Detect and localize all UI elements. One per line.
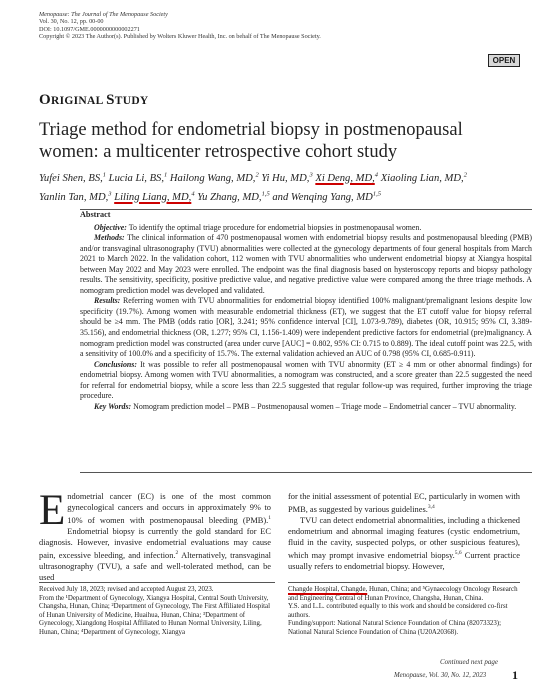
article-title: Triage method for endometrial biopsy in postmenopausal women: a multicenter retrospective cohort study [39, 120, 463, 162]
co-first-author-note: Y.S. and L.L. contributed equally to this work and should be considered co-first authors. [288, 603, 508, 619]
article-type: ORIGINAL STUDY [39, 92, 149, 108]
body-column-left [39, 487, 271, 583]
page-number: 1 [512, 668, 518, 682]
author: and Wenqing Yang, MD$^{1,5}$ [272, 190, 381, 203]
drop-cap: E [39, 487, 66, 534]
author-highlighted: Xi Deng, MD,$^4$ [315, 171, 379, 184]
body-column-right [288, 491, 520, 572]
continued-note: Continued next page [440, 658, 498, 666]
affiliations: From the ¹Department of Gynecology, Xiangya Hospital, Central South University, Changsha, Hunan, China; ²Department of Gynecology, The First Affiliated Hospital of Hunan University of Medicine, Huaihua, Hunan, China; ³Department of Gynecology, Xiangdong Hospital Affiliated to Hunan Normal University, Liling, Hunan, China; ⁴Department of Gynecology, Xiangya [39, 594, 271, 636]
footnote-rule-right [288, 582, 520, 583]
author: Yufei Shen, BS,$^1$ [39, 171, 107, 184]
volume-info: Vol. 30, No. 12, pp. 00-00 [39, 18, 104, 26]
open-access-badge: OPEN [488, 54, 520, 67]
footnotes-left [39, 586, 275, 638]
copyright: Copyright © 2023 The Author(s). Published by Wolters Kluwer Health, Inc. on behalf of The Menopause Society. [39, 33, 321, 41]
author: Xiaoling Lian, MD,$^2$ [380, 171, 467, 184]
abstract-bottom-rule [80, 472, 532, 473]
abstract-results: Results: Referring women with TVU abnormalities for endometrial biopsy identified 100% malignant/premalignant lesions despite low specificity (19.7%). Among women with measurable endometrial thickness (ET), we suggest that the ET cutoff value for biopsy referral should be ≥4 mm. The PMB (odds ratio [OR], 3.241; 95% confidence interval [CI], 1.073-9.789), diabetes (OR, 10.915; 95% CI, 3.389-35.156), and endometrial thickness (OR, 1.277; 95% CI, 1.156-1.409) were independent predictive factors for endometrial (pre)malignancy. A nomogram prediction model was constructed (area under curve [AUC] = 0.802, 95% CI: 0.715 to 0.889). The ideal cutoff point was 22.5, with a sensitivity of 100.0% and a specificity of 15.7%. The external validation achieved an AUC of 0.798 (95% CI, 0.685-0.911). [80, 296, 532, 359]
author: Lucia Li, BS,$^1$ [108, 171, 168, 184]
abstract-objective: Objective: To identify the optimal triage procedure for endometrial biopsies in postmenopausal women. [94, 222, 422, 232]
funding: Funding/support: National Natural Science Foundation of China (82073323); National Natural Science Foundation of China (U20A20368). [288, 620, 502, 636]
abstract [80, 210, 532, 412]
journal-name: Menopause: The Journal of The Menopause Society [39, 11, 168, 18]
affiliations-continued: Changde Hospital, Changde, Hunan, China; and ⁵Gynaecology Oncology Research and Engineering Central of Hunan Province, Changsha, Hunan, China. [288, 586, 518, 602]
author-list [39, 167, 519, 205]
abstract-conclusions: Conclusions: It was possible to refer all postmenopausal women with TVU abnormity (ET ≥ 4 mm or other abnormal findings) for endometrial biopsy. Among women with TVU abnormalities, a nomogram was constructed, and a score greater than 22.5 suggested the need for referral for endometrial biopsy, while a score less than 22.5 suggested that regular follow-up was required, further improving the triage procedure. [80, 359, 532, 401]
intro-paragraph: Endometrial cancer (EC) is one of the most common gynecological cancers and occurs in approximately 9% to 10% of women with postmenopausal bleeding (PMB).$^1$ Endometrial biopsy is currently the gold standard for EC diagnosis. However, invasive endometrial evaluations may cause pain, excessive bleeding, and infection.$^2$ Alternatively, transvaginal ultrasonography (TVU), a safe and well-tolerated method, can be used [39, 487, 271, 582]
received-date: Received July 18, 2023; revised and accepted August 23, 2023. [39, 586, 214, 593]
abstract-heading: Abstract [80, 210, 111, 219]
author-highlighted: Liling Liang, MD,$^4$ [114, 190, 195, 203]
author: Yu Zhang, MD,$^{1,5}$ [197, 190, 270, 203]
journal-header [39, 11, 321, 41]
author: Yi Hu, MD,$^3$ [261, 171, 313, 184]
author: Yanlin Tan, MD,$^3$ [39, 190, 112, 203]
doi: DOI: 10.1097/GME.0000000000002271 [39, 25, 140, 33]
page-footer: Menopause, Vol. 30, No. 12, 2023 [394, 672, 487, 679]
abstract-keywords: Key Words: Nomogram prediction model – PMB – Postmenopausal women – Triage mode – Endometrial cancer – TVU abnormality. [94, 401, 517, 411]
footnote-rule-left [39, 582, 275, 583]
footnotes-right [288, 586, 520, 638]
body-paragraph: for the initial assessment of potential EC, particularly in women with PMB, as suggested by various guidelines.$^{3,4}$ [288, 492, 520, 514]
body-paragraph: TVU can detect endometrial abnormalities, including a thickened endometrium and abnormal imaging features (cystic endometrium, fluid in the cavity, suspected polyps, or other suspicious features), which may prompt invasive endometrial biopsy.$^{5,6}$ Current practice usually refers to endometrial biopsy. However, [288, 515, 520, 571]
abstract-methods: Methods: The clinical information of 470 postmenopausal women with endometrial biopsy results and postmenopausal bleeding (PMB) and/or transvaginal ultrasonography (TVU) abnormalities were collected at the gynecology departments of four general hospitals from March 2021 to March 2022. In the validation cohort, 112 women with TVU abnormalities who underwent endometrial biopsy at Xiangya hospital between May 2022 and May 2023 were enrolled. The endpoint was the final diagnosis based on hysteroscopy reports and biopsy pathology results. The sensitivity, specificity, positive predictive value, and negative predictive value were compared among the three triage methods. A nomogram prediction model was developed and validated. [80, 233, 532, 295]
author: Hailong Wang, MD,$^2$ [169, 171, 259, 184]
